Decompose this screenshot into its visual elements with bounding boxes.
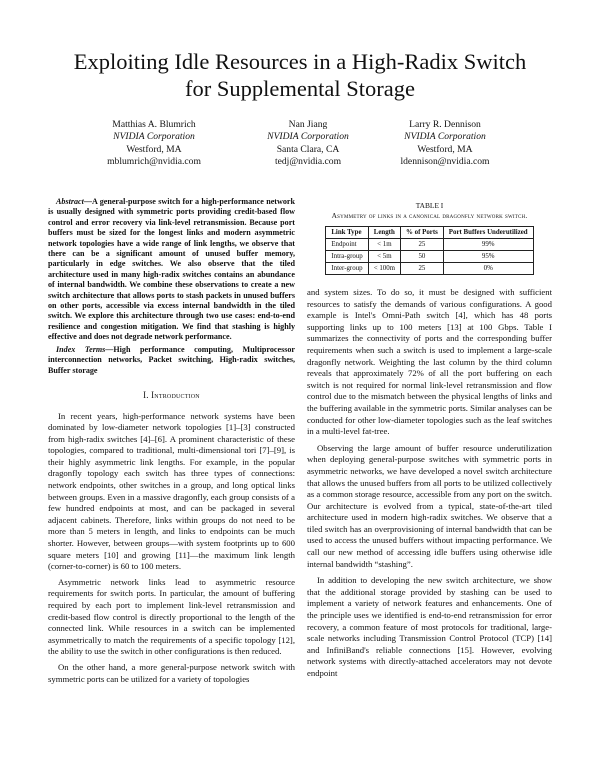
abstract — [48, 197, 295, 343]
author-location: Westford, MA — [417, 143, 473, 155]
body-paragraph-uses: In addition to developing the new switch architecture, we show that the additional storage provided by stashing can be used to implement a variety of network features and enhancements. One of the principle uses we identified is end-to-end retransmission for error recovery, a common feature of most protocols for traditional, large-scale networks including Transmission Control Protocol (TCP) [14] and InfiniBand's reliable connections [15]. However, evolving network systems with directly-attached accelerators may not devote endpoint — [307, 575, 552, 678]
table-cell: Inter-group — [326, 263, 368, 275]
author-location: Santa Clara, CA — [276, 143, 340, 155]
section-heading-introduction: I. Introduction — [143, 389, 200, 400]
author-affiliation: NVIDIA Corporation — [404, 131, 486, 143]
table-header-cell: Link Type — [326, 227, 368, 239]
author-email: tedj@nvidia.com — [274, 156, 342, 168]
table-cell: Endpoint — [326, 239, 368, 251]
table-cell: 0% — [443, 263, 533, 275]
table-cell: 95% — [443, 251, 533, 263]
table-header-row — [326, 227, 533, 239]
author-name: Larry R. Dennison — [409, 119, 481, 130]
table-header-cell: Length — [368, 227, 400, 239]
link-asymmetry-table — [325, 226, 533, 275]
index-terms — [48, 345, 295, 376]
table-cell: < 100m — [368, 263, 400, 275]
title-line-2: for Supplemental Storage — [185, 76, 415, 101]
author-3 — [345, 119, 545, 169]
left-column — [48, 197, 295, 685]
author-name: Nan Jiang — [288, 119, 328, 130]
right-body-text — [307, 287, 552, 680]
body-paragraph-stashing: Observing the large amount of buffer resource underutilization when deploying general-purpose switches with symmetric ports in asymmetric networks, we have developed a novel switch architecture that allows the unused buffers from all ports to be utilized collectively as a common storage resource, accessible from any port on the switch. Our architecture is evolved from a typical, state-of-the-art tiled architecture used in modern high-radix switches. We observe that a tiled switch has an overprovisioning of internal bandwidth that can be used to access the unused buffers without impacting performance. We call our new method of accessing idle buffers using otherwise idle internal bandwidth “stashing”. — [307, 442, 552, 569]
table-cell: < 1m — [368, 239, 400, 251]
author-affiliation: NVIDIA Corporation — [113, 131, 195, 143]
body-paragraph-continued: and system sizes. To do so, it must be designed with sufficient resources to satisfy the demands of various configurations. A good example is Intel's Omni-Path switch [4], which has 48 ports supporting links up to 100 meters [13] at 100 Gbps. Table I summarizes the connectivity of ports and the corresponding buffer requirements when such a switch is used to implement a large-scale dragonfly network. Weighting the last column by the third column reveals that approximately 72% of all the port buffering on each switch is not required for normal link-level retransmission and flow control due to the mismatch between the physical lengths of links and the buffering available in the symmetric ports. Similar analyses can be conducted for other low-diameter topologies such as the leaf switches in a multi-level fat-tree. — [307, 287, 552, 437]
table-title: Asymmetry of links in a canonical dragonfly network switch. — [331, 210, 528, 220]
table-row — [326, 263, 533, 275]
table-header-cell: % of Ports — [401, 227, 444, 239]
table-row — [326, 239, 533, 251]
abstract-label: Abstract — [56, 197, 84, 206]
table-cell: < 5m — [368, 251, 400, 263]
author-name: Matthias A. Blumrich — [112, 119, 196, 130]
intro-paragraph-1: In recent years, high-performance network systems have been dominated by low-diameter network topologies [1]–[3] constructed from high-radix switches [4]–[6]. A prominent characteristic of these topologies, compared to traditional, multi-dimensional tori [7]–[9], is their highly asymmetric link lengths. For example, in the popular dragonfly topology each switch has three types of connections: network endpoints, other switches in a group, and long optical links between groups. Even in a massive dragonfly, each group consists of a few hundred endpoints at most, and can be packaged in several adjacent cabinets. Therefore, links within groups do not need to be more than 5 meters in length, and links to endpoints can be much shorter. However, between groups—with system footprints up to 600 square meters [10] and growing [11]—the maximum link length (corner-to-corner) is 60 to 100 meters. — [48, 410, 295, 572]
author-block — [0, 119, 600, 179]
table-cell: 99% — [443, 239, 533, 251]
table-caption — [307, 201, 552, 220]
author-email: mblumrich@nvidia.com — [107, 156, 201, 168]
author-affiliation: NVIDIA Corporation — [267, 131, 349, 143]
title-line-1: Exploiting Idle Resources in a High-Radix Switch — [73, 49, 527, 74]
table-cell: 50 — [401, 251, 444, 263]
intro-paragraph-2: Asymmetric network links lead to asymmetric resource requirements for switch ports. In particular, the amount of buffering required by each port to implement link-level retransmission and credit-based flow control is directly proportional to the length of the connected link. While resources in a switch can be implemented asymmetrically to match the requirements of a specific topology [12], the ability to use the switch in other configurations is then reduced. — [48, 576, 295, 657]
table-number: TABLE I — [415, 201, 444, 210]
right-column — [307, 197, 552, 680]
index-terms-text: —High performance computing, Multiprocessor interconnection networks, Packet switching, High-radix switches, Buffer storage — [48, 344, 296, 375]
table-cell: 25 — [401, 263, 444, 275]
intro-paragraph-3: On the other hand, a more general-purpose network switch with symmetric ports can be utilized for a variety of topologies — [48, 661, 295, 684]
paper-title — [40, 48, 560, 102]
table-cell: Intra-group — [326, 251, 368, 263]
author-location: Westford, MA — [126, 143, 182, 155]
index-terms-label: Index Terms — [56, 344, 106, 354]
table-row — [326, 251, 533, 263]
author-email: ldennison@nvidia.com — [400, 156, 490, 168]
abstract-text: —A general-purpose switch for a high-performance network is usually designed with symmetric ports providing credit-based flow control and error recovery via link-level retransmission. Because port buffers must be sized for the longest links and modern asymmetric network topologies have a wide range of link lengths, we observe that there can be a significant amount of unused buffer memory, particularly in edge switches. We also observe that the tiled architecture used in many high-radix switches contains an abundance of internal bandwidth. We combine these observations to create a new switch architecture that allows ports to stash packets in unused buffers on other ports, accessible via excess internal bandwidth in the tiled switch. We explore this architecture through two use cases: end-to-end resilience and congestion mitigation. We find that stashing is highly effective and does not degrade network performance. — [48, 197, 295, 342]
table-header-cell: Port Buffers Underutilized — [443, 227, 533, 239]
table-cell: 25 — [401, 239, 444, 251]
